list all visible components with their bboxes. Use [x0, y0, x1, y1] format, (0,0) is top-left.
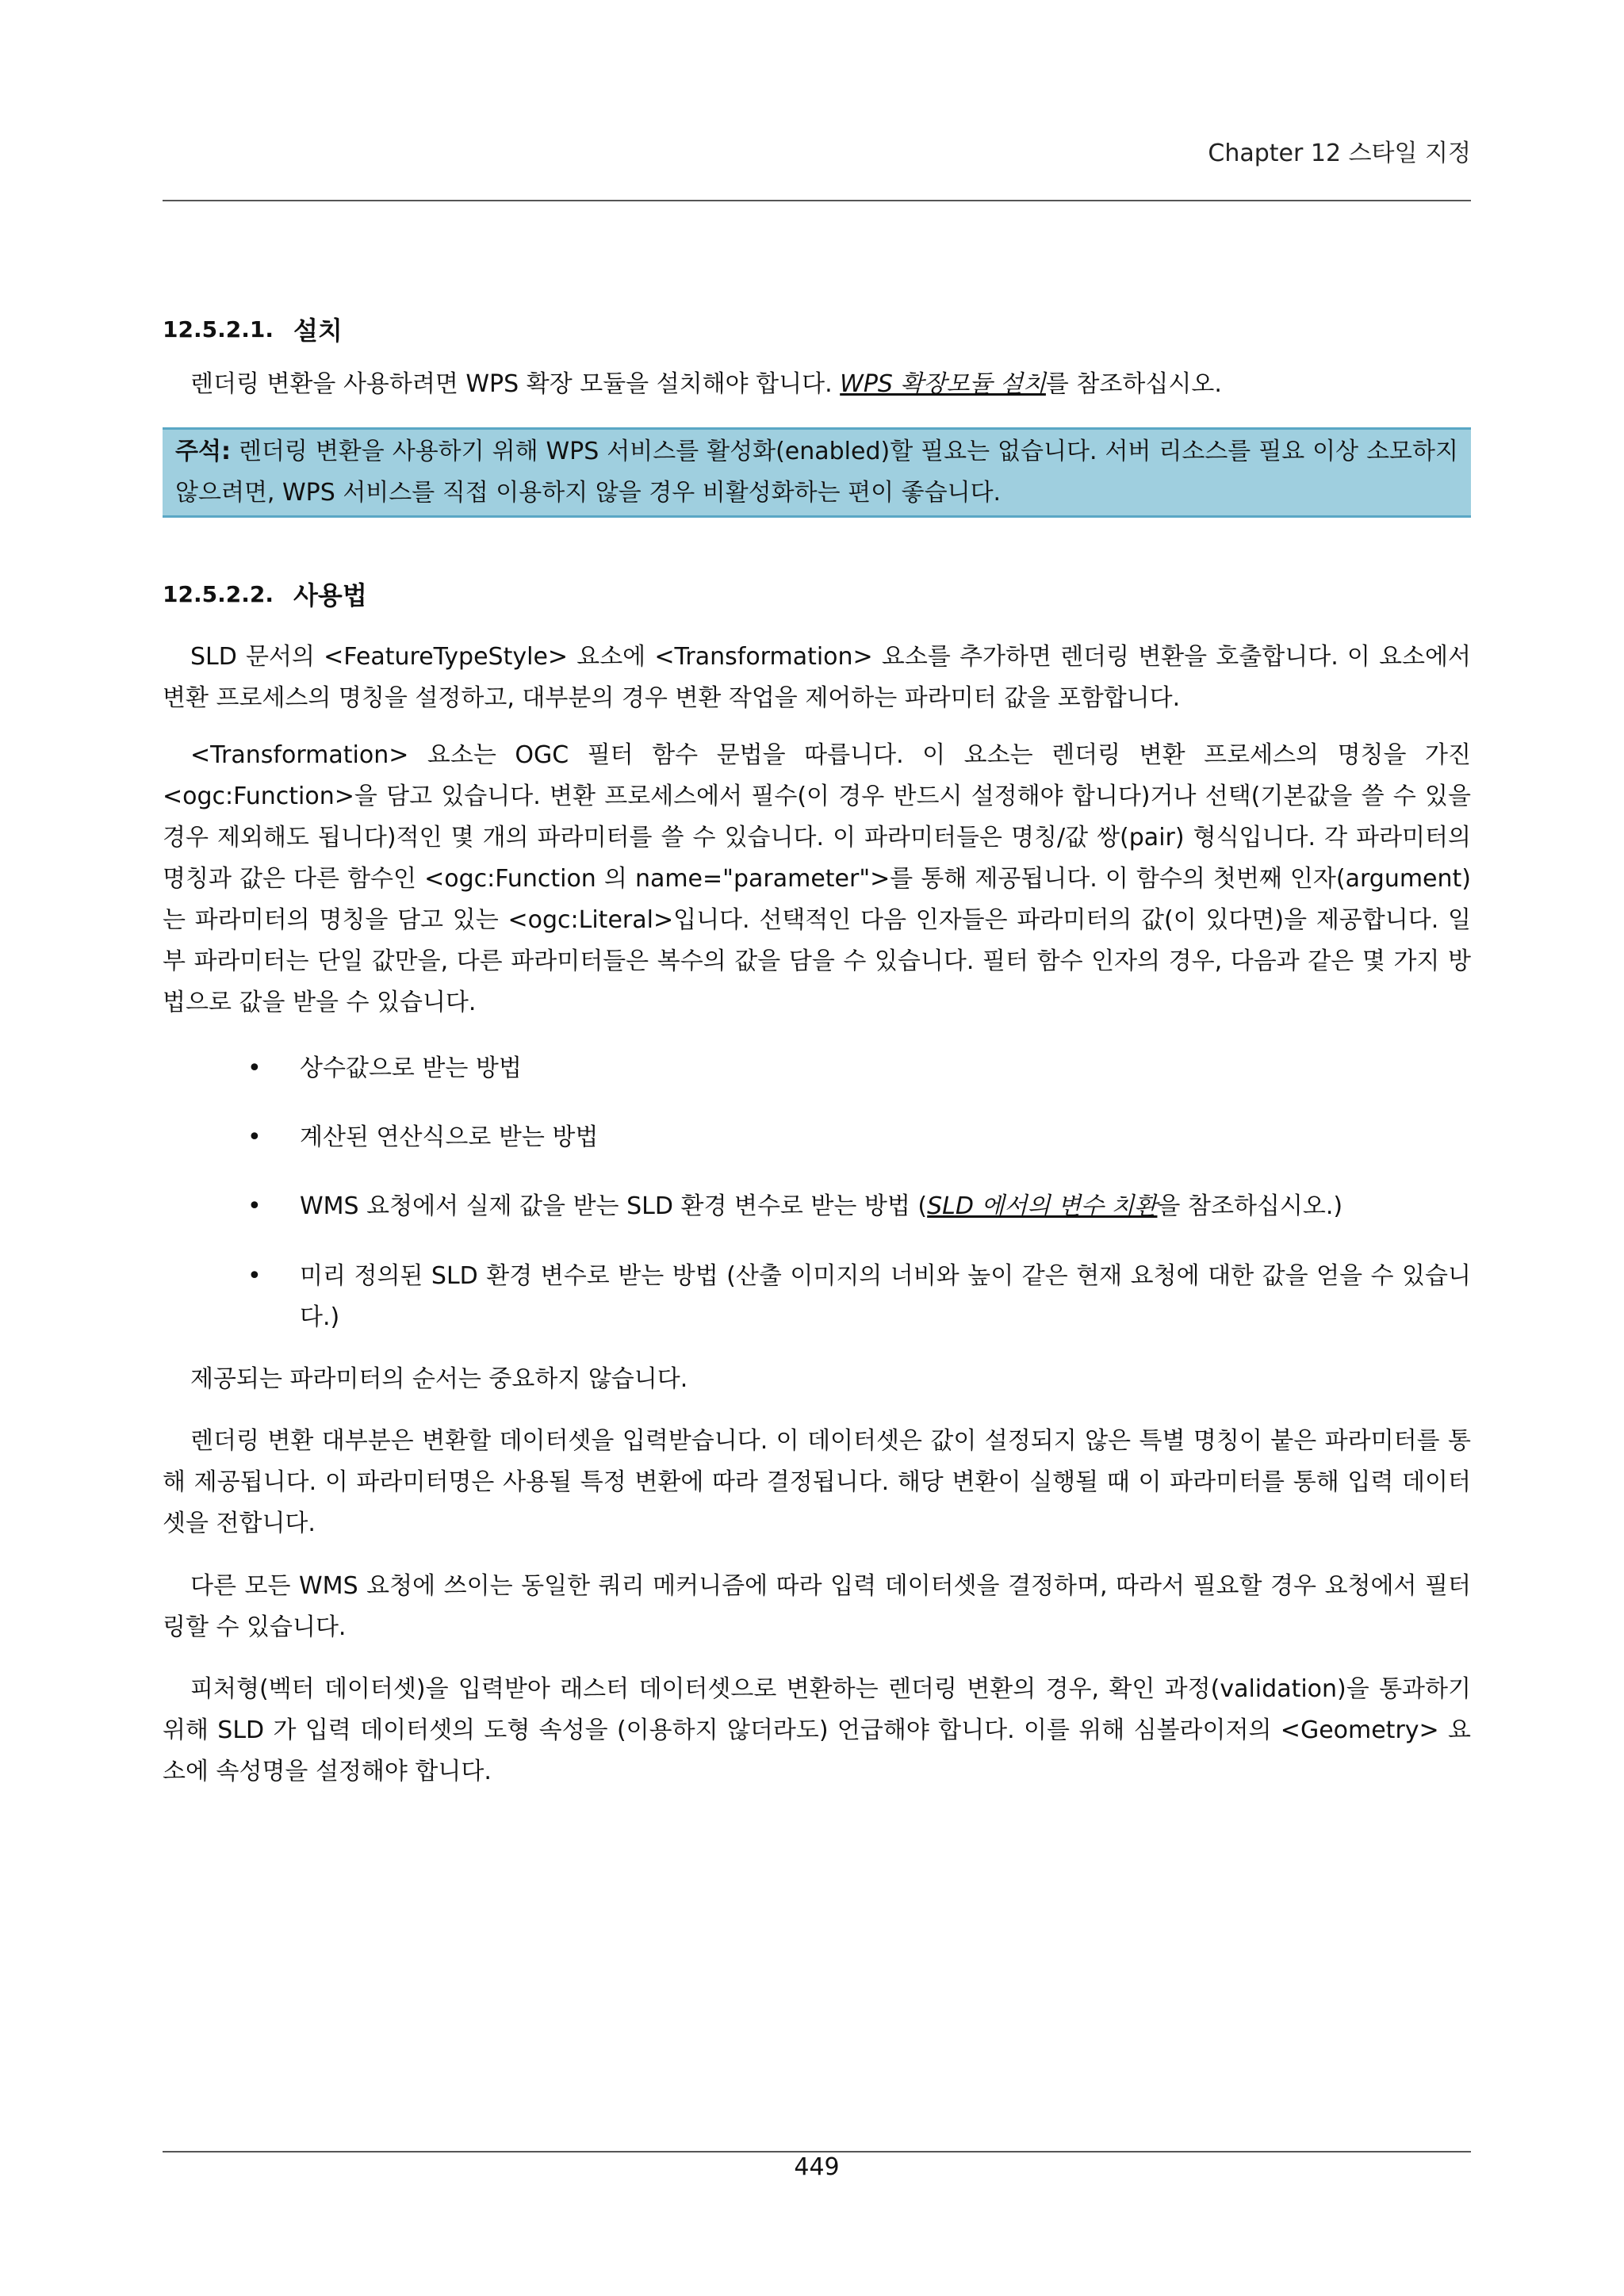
usage-paragraph-2: <Transformation> 요소는 OGC 필터 함수 문법을 따릅니다. 이 요소는 렌더링 변환 프로세스의 명칭을 가진 <ogc:Function>을 담고 있습니다. 변환 프로세스에서 필수(이 경우 반드시 설정해야 합니다)거나 선택(기본값을 쓸 수 있을 경우 제외해도 됩니다)적인 몇 개의 파라미터를 쓸 수 있습니다. 이 파라미터들은 명칭/값 쌍(pair) 형식입니다. 각 파라미터의 명칭과 값은 다른 함수인 <ogc:Function 의 name="parameter">를 통해 제공됩니다. 이 함수의 첫번째 인자(argument)는 파라미터의 명칭을 담고 있는 <ogc:Literal>입니다. 선택적인 다음 인자들은 파라미터의 값(이 있다면)을 제공합니다. 일부 파라미터는 단일 값만을, 다른 파라미터들은 복수의 값을 담을 수 있습니다. 필터 함수 인자의 경우, 다음과 같은 몇 가지 방법으로 값을 받을 수 있습니다.	[163, 741, 1471, 1016]
section-number: 12.5.2.1.	[163, 316, 274, 342]
usage-paragraph-5: 다른 모든 WMS 요청에 쓰이는 동일한 쿼리 메커니즘에 따라 입력 데이터셋을 결정하며, 따라서 필요할 경우 요청에서 필터링할 수 있습니다.	[163, 1572, 1471, 1641]
list-item-text: 상수값으로 받는 방법	[300, 1054, 522, 1082]
bullet-icon: •	[247, 1262, 262, 1290]
note-text: 렌더링 변환을 사용하기 위해 WPS 서비스를 활성화(enabled)할 필요는 없습니다. 서버 리소스를 필요 이상 소모하지 않으려면, WPS 서비스를 직접 이용하지 않을 경우 비활성화하는 편이 좋습니다.	[175, 438, 1458, 507]
list-item	[163, 1117, 1471, 1158]
install-text: 렌더링 변환을 사용하려면 WPS 확장 모듈을 설치해야 합니다.	[190, 370, 841, 398]
section-heading-usage	[163, 570, 1471, 618]
note-box	[163, 427, 1471, 518]
section-title: 설치	[293, 316, 343, 346]
bullet-icon: •	[247, 1192, 262, 1220]
list-item	[163, 1186, 1471, 1227]
usage-paragraph-1: SLD 문서의 <FeatureTypeStyle> 요소에 <Transformation> 요소를 추가하면 렌더링 변환을 호출합니다. 이 요소에서 변환 프로세스의 명칭을 설정하고, 대부분의 경우 변환 작업을 제어하는 파라미터 값을 포함합니다.	[163, 643, 1471, 712]
page-content	[163, 305, 1471, 1793]
header-divider	[163, 200, 1471, 201]
usage-paragraph-4: 렌더링 변환 대부분은 변환할 데이터셋을 입력받습니다. 이 데이터셋은 값이 설정되지 않은 특별 명칭이 붙은 파라미터를 통해 제공됩니다. 이 파라미터명은 사용될 특정 변환에 따라 결정됩니다. 해당 변환이 실행될 때 이 파라미터를 통해 입력 데이터셋을 전합니다.	[163, 1427, 1471, 1537]
install-paragraph	[163, 364, 1471, 405]
usage-paragraph-6: 피처형(벡터 데이터셋)을 입력받아 래스터 데이터셋으로 변환하는 렌더링 변환의 경우, 확인 과정(validation)을 통과하기 위해 SLD 가 입력 데이터셋의 도형 속성을 (이용하지 않더라도) 언급해야 합니다. 이를 위해 심볼라이저의 <Geometry> 요소에 속성명을 설정해야 합니다.	[163, 1675, 1471, 1785]
list-item-text: 계산된 연산식으로 받는 방법	[300, 1123, 599, 1151]
usage-paragraph-3: 제공되는 파라미터의 순서는 중요하지 않습니다.	[190, 1365, 688, 1393]
wps-install-link[interactable]: WPS 확장모듈 설치	[840, 370, 1046, 398]
list-item-text: WMS 요청에서 실제 값을 받는 SLD 환경 변수로 받는 방법 (	[300, 1192, 928, 1220]
install-text-suffix: 를 참조하십시오.	[1045, 370, 1222, 398]
sld-variable-substitution-link[interactable]: SLD 에서의 변수 치환	[927, 1192, 1158, 1220]
section-number: 12.5.2.2.	[163, 580, 274, 607]
section-heading-install	[163, 305, 1471, 353]
list-item	[163, 1256, 1471, 1338]
note-label: 주석:	[175, 438, 231, 465]
document-page	[163, 0, 1471, 2296]
bullet-icon: •	[247, 1123, 262, 1151]
bullet-icon: •	[247, 1054, 262, 1082]
page-number: 449	[794, 2153, 840, 2181]
section-title: 사용법	[293, 580, 367, 610]
list-item-text: 미리 정의된 SLD 환경 변수로 받는 방법 (산출 이미지의 너비와 높이 같은 현재 요청에 대한 값을 얻을 수 있습니다.)	[300, 1262, 1471, 1331]
list-item-text-suffix: 을 참조하십시오.)	[1157, 1192, 1343, 1220]
running-header: Chapter 12 스타일 지정	[1208, 140, 1471, 167]
value-source-list	[163, 1048, 1471, 1338]
footer-divider	[163, 2151, 1471, 2152]
list-item	[163, 1048, 1471, 1089]
